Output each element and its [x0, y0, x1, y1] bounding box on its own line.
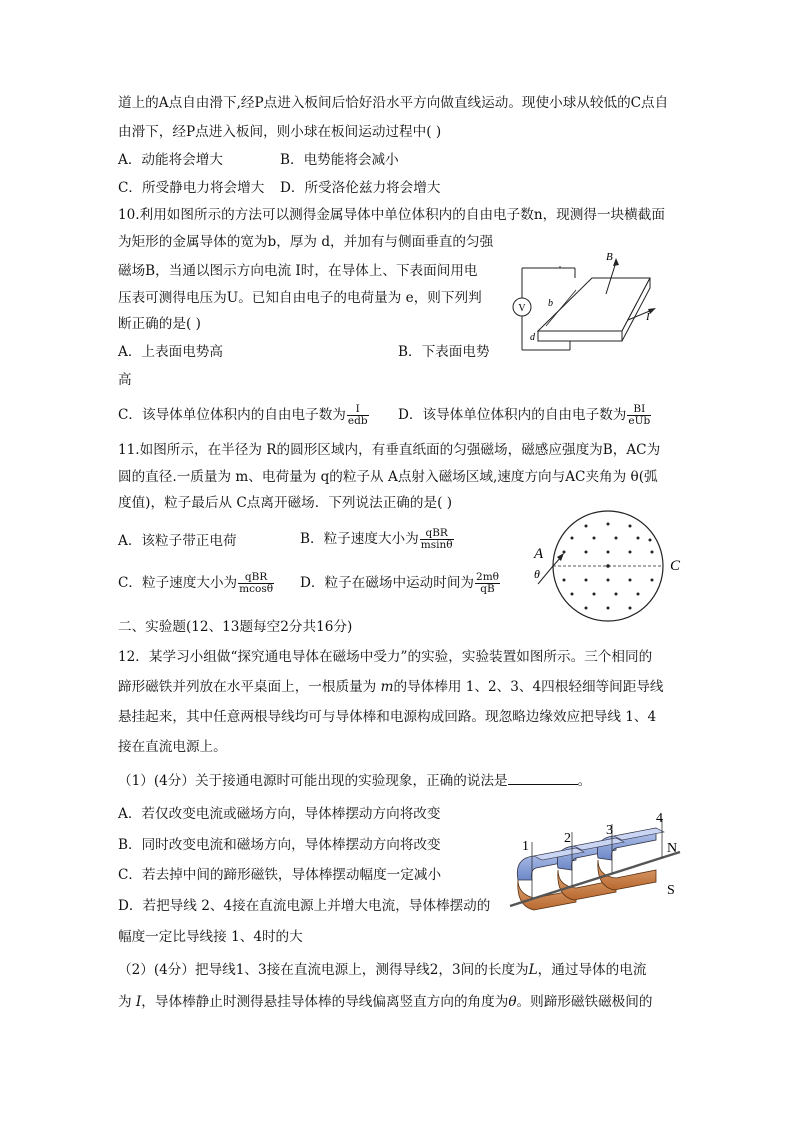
q12-part1-end: 。: [577, 773, 592, 789]
q12-part2-line1: [118, 961, 646, 979]
q12-part2-c-c: 。则蹄形磁铁磁极间的: [516, 994, 653, 1010]
magnetic-field-label: B: [606, 251, 613, 263]
theta-label: θ: [534, 567, 540, 581]
q12-magnets-figure: [504, 808, 694, 928]
thickness-label: d: [530, 332, 535, 343]
q9-option-a: A．动能将会增大: [118, 152, 223, 168]
q12-part1: [118, 772, 591, 790]
q10-line4: 压表可测得电压为U。已知自由电子的电荷量为 e，则下列判: [118, 290, 482, 306]
q12-option-a: A．若仅改变电流或磁场方向，导体棒摆动方向将改变: [118, 806, 441, 822]
q10-option-d: [398, 404, 652, 427]
q11-option-c-text: C．粒子速度大小为: [118, 575, 238, 591]
q9-option-d: D．所受洛伦兹力将会增大: [280, 180, 441, 196]
q12-option-d: D．若把导线 2、4接在直流电源上并增大电流，导体棒摆动的: [118, 898, 491, 914]
wire-label-4: 4: [656, 811, 663, 826]
q12-part2-c-b: ，导体棒静止时测得悬挂导体棒的导线偏离竖直方向的角度为: [141, 994, 509, 1010]
q12-line1: 12．某学习小组做“探究通电导体在磁场中受力”的实验，实验装置如图所示。三个相同的: [118, 649, 653, 665]
q10-line5: 断正确的是( ): [118, 316, 201, 332]
voltmeter-label: V: [518, 303, 526, 314]
q9-option-c: C．所受静电力将会增大: [118, 180, 265, 196]
fraction-denominator: eUb: [628, 415, 651, 427]
q12-part2-a: （2）(4分）把导线1、3接在直流电源上，测得导线2，3间的长度为: [118, 962, 529, 978]
q12-line4: 接在直流电源上。: [118, 739, 227, 755]
q12-part1-text: （1）(4分）关于接通电源时可能出现的实验现象，正确的说法是: [118, 773, 508, 789]
q12-option-b: B．同时改变电流和磁场方向，导体棒摆动方向将改变: [118, 837, 441, 853]
q11-line3: 度值)，粒子最后从 C点离开磁场．下列说法正确的是( ): [118, 495, 453, 511]
q11-option-d-text: D．粒子在磁场中运动时间为: [300, 575, 475, 591]
fraction-denominator: mcosθ: [239, 583, 274, 595]
north-pole-label: N: [667, 841, 678, 856]
q9-line2: 由滑下，经P点进入板间，则小球在板间运动过程中( ): [118, 124, 442, 140]
q10-option-c-fraction: [347, 404, 369, 427]
q11-option-b-fraction: [420, 528, 454, 551]
q12-part2-line2: [118, 993, 652, 1011]
q11-option-c: [118, 572, 275, 595]
q10-option-d-fraction: [627, 404, 651, 427]
q11-line1: 11.如图所示，在半径为 R的圆形区域内，有垂直纸面的匀强磁场，磁感应强度为B，AC为: [118, 442, 661, 458]
wire-label-1: 1: [522, 839, 529, 854]
fraction-numerator: 2mθ: [476, 571, 499, 583]
fraction-numerator: qBR: [420, 528, 454, 540]
q9-line1: 道上的A点自由滑下,经P点进入板间后恰好沿水平方向做直线运动。现使小球从较低的C点自: [118, 95, 669, 111]
south-pole-label: S: [667, 883, 675, 898]
q12-part2-b: ，通过导体的电流: [537, 962, 647, 978]
fraction-numerator: I: [347, 404, 369, 416]
q11-option-b-text: B．粒子速度大小为: [300, 531, 419, 547]
q11-circle-figure: [520, 508, 690, 628]
answer-blank[interactable]: [508, 772, 578, 785]
q10-option-b-cont: 高: [118, 372, 132, 388]
q12-line2: [118, 678, 664, 696]
q10-option-a: A．上表面电势高: [118, 344, 223, 360]
q11-option-d: [300, 572, 501, 595]
wire-label-3: 3: [606, 823, 613, 838]
q12-part2-c-a: 为: [118, 994, 132, 1010]
q11-option-c-fraction: [238, 572, 274, 595]
fraction-numerator: BI: [627, 404, 651, 416]
q10-line1: 10.利用如图所示的方法可以测得金属导体中单位体积内的自由电子数n，现测得一块横截面: [118, 207, 665, 223]
point-c-label: C: [670, 558, 681, 574]
fraction-numerator: qBR: [238, 572, 274, 584]
point-a-label: A: [534, 546, 544, 562]
length-symbol: L: [528, 962, 538, 978]
q12-line3: 悬挂起来，其中任意两根导线均可与导体棒和电源构成回路。现忽略边缘效应把导线 1、4: [118, 709, 657, 725]
q11-option-b: [300, 528, 455, 551]
wire-label-2: 2: [564, 831, 571, 846]
width-label: b: [548, 298, 553, 309]
q10-option-b: B．下表面电势: [398, 344, 490, 360]
fraction-denominator: edb: [347, 415, 368, 427]
q10-line3: 磁场B，当通以图示方向电流 I时，在导体上、下表面间用电: [118, 263, 478, 279]
q9-option-b: B．电势能将会减小: [280, 152, 399, 168]
q12-line2-a: 蹄形磁铁并列放在水平桌面上，一根质量为: [118, 679, 377, 695]
q12-option-c: C．若去掉中间的蹄形磁铁，导体棒摆动幅度一定减小: [118, 867, 442, 883]
q11-option-d-fraction: [475, 572, 500, 595]
q10-option-c-text: C．该导体单位体积内的自由电子数为: [118, 407, 346, 423]
q11-line2: 圆的直径.一质量为 m、电荷量为 q的粒子从 A点射入磁场区域,速度方向与AC夹角为 θ(弧: [118, 469, 658, 485]
section-2-heading: 二、实验题(12、13题每空2分共16分): [118, 619, 353, 635]
mass-symbol: m: [380, 679, 394, 695]
q12-line2-b: 的导体棒用 1、2、3、4四根轻细等间距导线: [393, 679, 664, 695]
q10-option-c: [118, 404, 370, 427]
fraction-denominator: msinθ: [420, 539, 453, 551]
angle-symbol: θ: [508, 994, 517, 1010]
fraction-denominator: qB: [480, 583, 495, 595]
q10-option-d-text: D．该导体单位体积内的自由电子数为: [398, 407, 627, 423]
current-label: I: [646, 311, 650, 323]
q11-option-a: A．该粒子带正电荷: [118, 533, 237, 549]
current-symbol: I: [135, 994, 142, 1010]
q10-line2: 为矩形的金属导体的宽为b，厚为 d，并加有与侧面垂直的匀强: [118, 234, 494, 250]
q12-option-d-cont: 幅度一定比导线接 1、4时的大: [118, 929, 303, 945]
q10-conductor-figure: [500, 248, 680, 358]
